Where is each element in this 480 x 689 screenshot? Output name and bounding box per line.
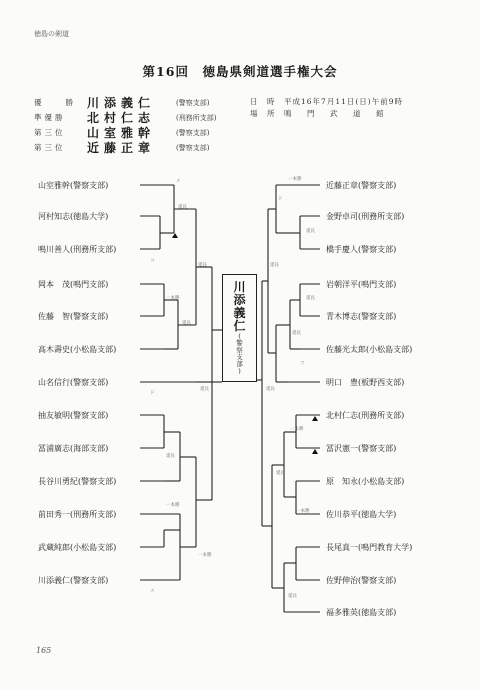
triangle-mark-icon [312, 416, 318, 421]
player-entry: 冨浦廣志(海部支部) [38, 444, 109, 453]
encho-note: 延長 [198, 263, 207, 268]
player-entry: 岩朝洋平(鳴門支部) [326, 280, 397, 289]
encho-note: 延長 [292, 331, 301, 336]
ippon-note: 一本勝 [296, 509, 310, 514]
player-entry: 原 知永(小松島支部) [326, 477, 405, 486]
ippon-note: 一本勝 [290, 427, 304, 432]
result-name-1: 川添義仁 [87, 96, 156, 110]
player-entry: 佐藤 智(警察支部) [38, 312, 109, 321]
champion-name-char: 添 [233, 293, 246, 307]
player-entry: 長尾真一(鳴門教育大学) [326, 543, 413, 552]
champion-org-char: ( [238, 332, 241, 340]
player-entry: 河村知志(徳島大学) [38, 212, 109, 221]
champion-org-char: 警 [236, 339, 243, 347]
encho-note: 延長 [306, 296, 315, 301]
date-value: 平成16年7月11日(日)午前9時 [284, 97, 403, 106]
page-title: 第16回 徳島県剣道選手権大会 [142, 64, 338, 79]
player-entry: 前田秀一(刑務所支部) [38, 510, 117, 519]
player-entry: 佐藤光太郎(小松島支部) [326, 345, 413, 354]
player-entry: 冨沢憲一(警察支部) [326, 444, 397, 453]
place-label: 場 所 [250, 109, 276, 118]
encho-note: 延長 [288, 594, 297, 599]
score-mark: メ [176, 179, 181, 184]
date-label: 日 時 [250, 97, 276, 106]
encho-note: 延長 [266, 387, 275, 392]
score-mark: ド [150, 391, 155, 396]
player-entry: 佐川恭平(徳島大学) [326, 510, 397, 519]
result-name-2: 北村仁志 [87, 111, 156, 125]
player-entry: 長谷川勇紀(警察支部) [38, 477, 117, 486]
champion-name-char: 川 [233, 280, 246, 294]
result-org-1: (警察支部) [176, 99, 210, 107]
result-org-4: (警察支部) [176, 144, 210, 152]
player-entry: 北村仁志(刑務所支部) [326, 411, 405, 420]
player-entry: 抽友敏明(警察支部) [38, 411, 109, 420]
encho-note: 延長 [166, 454, 175, 459]
player-entry: 山名信行(警察支部) [38, 378, 109, 387]
result-rank-3: 第三位 [34, 128, 66, 137]
player-entry: 山室雅幹(警察支部) [38, 181, 109, 190]
player-entry: 川添義仁(警察支部) [38, 576, 109, 585]
result-rank-2: 準優勝 [34, 113, 66, 122]
ippon-note: 一本勝 [166, 296, 180, 301]
result-org-2: (刑務所支部) [176, 114, 217, 122]
champion-org-char: 察 [236, 346, 243, 354]
ippon-note: 一本勝 [166, 503, 180, 508]
encho-note: 延長 [200, 387, 209, 392]
result-rank-4: 第三位 [34, 143, 66, 152]
place-value: 鳴 門 武 道 館 [284, 109, 388, 118]
champion-org-char: 部 [236, 360, 243, 368]
result-name-3: 山室雅幹 [87, 126, 156, 140]
score-mark: コ [300, 361, 305, 366]
result-name-4: 近藤正章 [87, 141, 156, 155]
champion-name-char: 仁 [233, 319, 246, 333]
encho-note: 延長 [276, 471, 285, 476]
player-entry: 岡本 茂(鳴門支部) [38, 280, 109, 289]
ippon-note: 一本勝 [198, 553, 212, 558]
champion-name [223, 281, 256, 333]
result-rank-1: 優 勝 [34, 98, 76, 107]
ippon-note: 一本勝 [288, 177, 302, 182]
champion-name-char: 義 [233, 306, 246, 320]
encho-note: 延長 [306, 229, 315, 234]
player-entry: 明口 豊(板野西支部) [326, 378, 405, 387]
triangle-mark-icon [172, 233, 178, 238]
running-header: 徳島の剣道 [34, 30, 69, 38]
encho-note: 延長 [270, 263, 279, 268]
champion-box [222, 274, 257, 382]
score-mark: メ [150, 589, 155, 594]
player-entry: 近藤正章(警察支部) [326, 181, 397, 190]
champion-org [223, 333, 256, 375]
player-entry: 武蔵純郎(小松島支部) [38, 543, 117, 552]
player-entry: 高木壽史(小松島支部) [38, 345, 117, 354]
player-entry: 鳴川善人(刑務所支部) [38, 245, 117, 254]
encho-note: 延長 [178, 205, 187, 210]
player-entry: 橋手慶人(警察支部) [326, 245, 397, 254]
encho-note: 延長 [182, 321, 191, 326]
player-entry: 佐野伸治(警察支部) [326, 576, 397, 585]
result-org-3: (警察支部) [176, 129, 210, 137]
champion-org-char: 支 [236, 353, 243, 361]
champion-org-char: ) [238, 367, 241, 375]
player-entry: 福多雅英(徳島支部) [326, 608, 397, 617]
player-entry: 金野卓司(刑務所支部) [326, 212, 405, 221]
triangle-mark-icon [312, 449, 318, 454]
score-mark: ド [278, 197, 283, 202]
player-entry: 青木博志(警察支部) [326, 312, 397, 321]
score-mark: コ [150, 259, 155, 264]
page-number: 165 [36, 646, 52, 655]
